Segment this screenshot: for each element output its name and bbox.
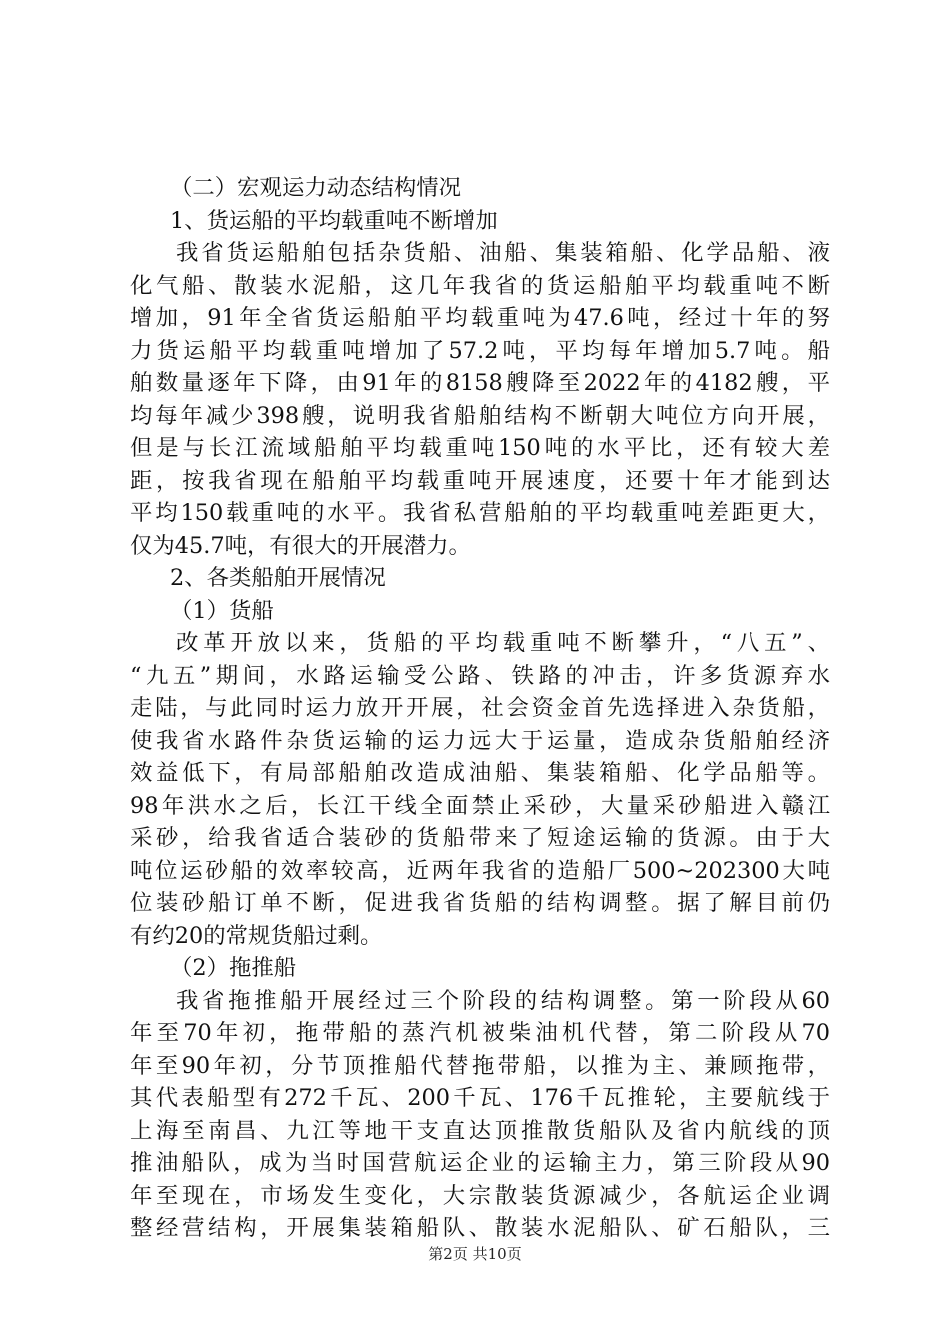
text-line: 位装砂船订单不断，促进我省货船的结构调整。据了解目前仍 [130, 890, 830, 916]
text-line: 改革开放以来，货船的平均载重吨不断攀升，“八五”、 [176, 630, 830, 656]
text-line: （二）宏观运力动态结构情况 [170, 175, 462, 201]
text-line: 2、各类船舶开展情况 [170, 565, 386, 591]
text-line: （2）拖推船 [170, 955, 297, 981]
text-line: 其代表船型有272千瓦、200千瓦、176千瓦推轮，主要航线于 [130, 1085, 830, 1111]
text-line: （1）货船 [170, 597, 274, 624]
text-line: 年至现在，市场发生变化，大宗散装货源减少，各航运企业调 [130, 1182, 830, 1209]
text-line: 吨位运砂船的效率较高，近两年我省的造船厂500~202300大吨 [130, 857, 830, 884]
text-line: 走陆，与此同时运力放开开展，社会资金首先选择进入杂货船， [130, 695, 830, 721]
text-line: 增加，91年全省货运船舶平均载重吨为47.6吨，经过十年的努 [130, 305, 830, 331]
text-line: 效益低下，有局部船舶改造成油船、集装箱船、化学品船等。 [130, 760, 830, 786]
text-line: “九五”期间，水路运输受公路、铁路的冲击，许多货源弃水 [130, 662, 830, 689]
text-line: 年至70年初，拖带船的蒸汽机被柴油机代替，第二阶段从70 [130, 1020, 830, 1046]
text-line: 舶数量逐年下降，由91年的8158艘降至2022年的4182艘，平 [130, 370, 830, 396]
text-line: 1、货运船的平均载重吨不断增加 [170, 207, 498, 234]
text-line: 我省拖推船开展经过三个阶段的结构调整。第一阶段从60 [176, 987, 830, 1014]
text-line: 年至90年初，分节顶推船代替拖带船，以推为主、兼顾拖带， [130, 1052, 830, 1079]
text-line: 我省货运船舶包括杂货船、油船、集装箱船、化学品船、液 [176, 240, 830, 266]
text-line: 仅为45.7吨，有很大的开展潜力。 [130, 532, 471, 559]
text-line: 推油船队，成为当时国营航运企业的运输主力，第三阶段从90 [130, 1150, 830, 1176]
page-footer: 第2页 共10页 [428, 1245, 522, 1263]
text-line: 98年洪水之后，长江干线全面禁止采砂，大量采砂船进入赣江 [130, 792, 830, 819]
text-line: 均每年减少398艘，说明我省船舶结构不断朝大吨位方向开展， [130, 402, 830, 429]
text-line: 力货运船平均载重吨增加了57.2吨，平均每年增加5.7吨。船 [130, 337, 830, 364]
text-line: 距，按我省现在船舶平均载重吨开展速度，还要十年才能到达 [130, 467, 830, 494]
text-line: 化气船、散装水泥船，这几年我省的货运船舶平均载重吨不断 [130, 272, 830, 299]
text-line: 使我省水路件杂货运输的运力远大于运量，造成杂货船舶经济 [130, 727, 830, 754]
text-line: 平均150载重吨的水平。我省私营船舶的平均载重吨差距更大， [130, 500, 830, 526]
text-line: 采砂，给我省适合装砂的货船带来了短途运输的货源。由于大 [130, 825, 830, 851]
text-line: 但是与长江流域船舶平均载重吨150吨的水平比，还有较大差 [130, 435, 830, 461]
text-line: 上海至南昌、九江等地干支直达顶推散货船队及省内航线的顶 [130, 1117, 830, 1144]
document-body [130, 172, 830, 1245]
text-line: 整经营结构，开展集装箱船队、散装水泥船队、矿石船队，三 [130, 1215, 830, 1241]
text-line: 有约20的常规货船过剩。 [130, 922, 383, 949]
